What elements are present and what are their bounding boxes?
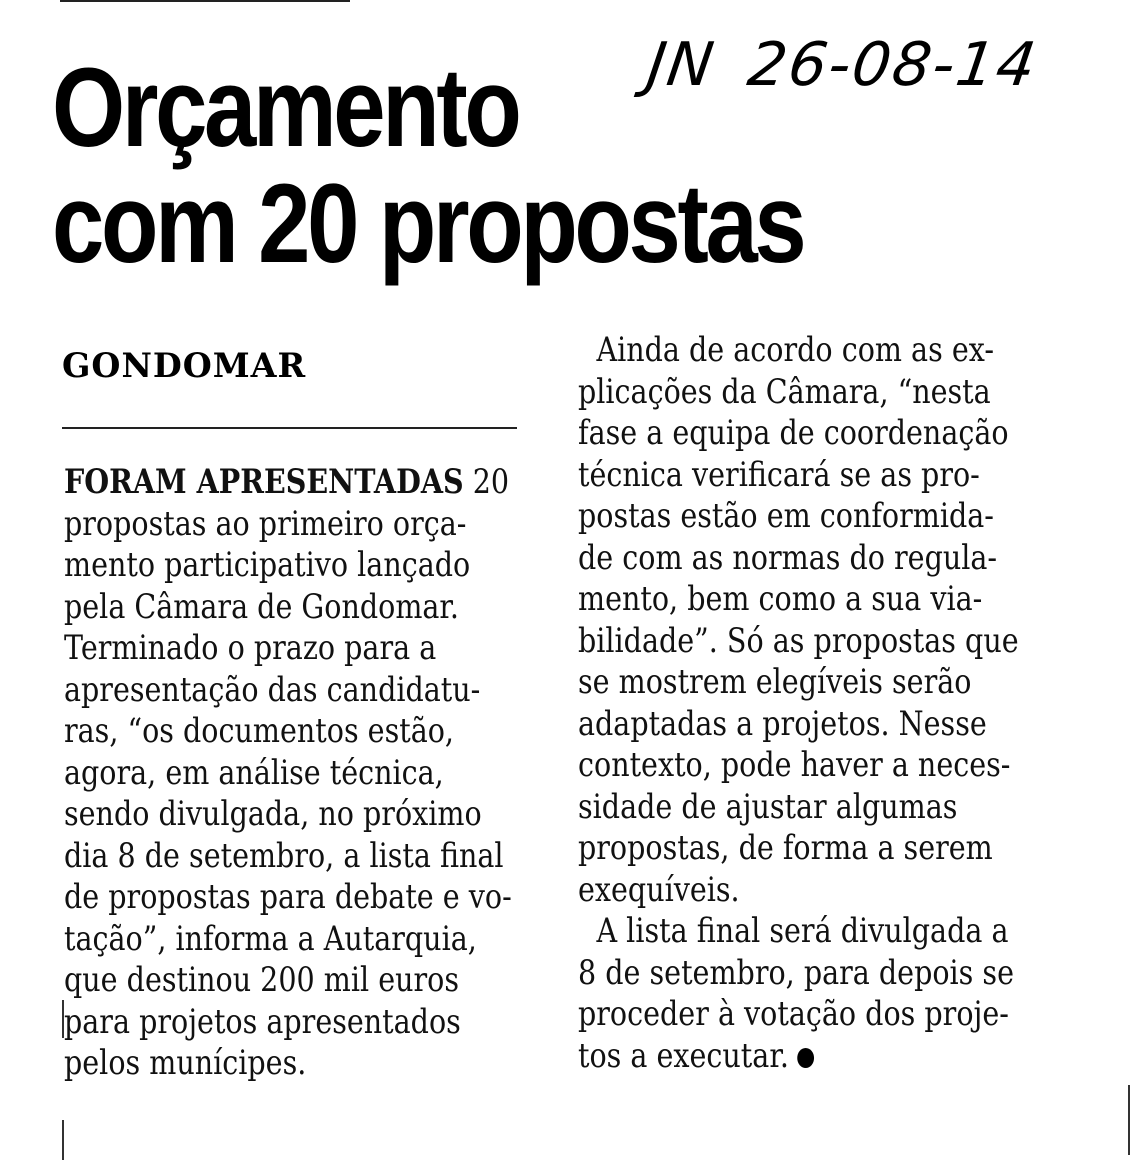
article-line: que destinou 200 mil euros — [64, 960, 459, 1000]
article-line: postas estão em conformida- — [578, 496, 994, 536]
article-line: exequíveis. — [578, 869, 740, 910]
article-line: fase a equipa de coordenação — [578, 413, 1009, 453]
article-line: agora, em análise técnica, — [64, 752, 444, 793]
end-of-article-bullet-icon — [797, 1048, 814, 1068]
article-line: pela Câmara de Gondomar. — [64, 586, 460, 627]
handwritten-source: JN — [643, 30, 720, 100]
section-divider — [62, 427, 517, 429]
article-line: adaptadas a projetos. Nesse — [578, 703, 987, 744]
article-line: sendo divulgada, no próximo — [64, 794, 482, 834]
headline-line-2: com 20 propostas — [52, 161, 804, 286]
article-line: tação”, informa a Autarquia, — [64, 918, 477, 959]
section-tag: GONDOMAR — [62, 346, 307, 386]
scan-margin-mark — [1128, 1085, 1130, 1155]
article-line — [578, 1036, 973, 1078]
article-line: técnica verificará se as pro- — [578, 454, 980, 495]
article-line: sidade de ajustar algumas — [578, 786, 958, 827]
handwritten-date: 26-08-14 — [743, 30, 1042, 100]
article-line: 8 de setembro, para depois se — [578, 952, 1014, 993]
article-line: de com as normas do regula- — [578, 537, 998, 578]
scan-margin-mark — [62, 1000, 64, 1038]
top-border-rule — [60, 0, 350, 2]
headline-line-1: Orçamento — [52, 45, 519, 170]
article-line: de propostas para debate e vo- — [64, 877, 512, 917]
article-line: plicações da Câmara, “nesta — [578, 371, 991, 412]
article-line: mento, bem como a sua via- — [578, 579, 983, 619]
article-line: Terminado o prazo para a — [64, 628, 437, 668]
article-line: propostas ao primeiro orça- — [64, 503, 467, 544]
handwritten-annotation — [643, 30, 1076, 100]
article-line: Ainda de acordo com as ex- — [596, 330, 994, 370]
article-line: para projetos apresentados — [64, 1001, 461, 1042]
article-line: se mostrem elegíveis serão — [578, 662, 972, 702]
article-line: ras, “os documentos estão, — [64, 711, 455, 751]
article-line: dia 8 de setembro, a lista final — [64, 835, 504, 876]
article-line: pelos munícipes. — [64, 1043, 307, 1083]
closing-text: tos a executar. — [578, 1035, 789, 1076]
article-line: A lista final será divulgada a — [596, 911, 1009, 951]
article-line: propostas, de forma a serem — [578, 828, 993, 868]
article-right-column — [578, 330, 1048, 1077]
article-line: proceder à votação dos proje- — [578, 994, 1009, 1034]
article-left-column — [64, 462, 534, 1085]
article-line: apresentação das candidatu- — [64, 669, 481, 710]
article-line: mento participativo lançado — [64, 545, 471, 585]
article-line: bilidade”. Só as propostas que — [578, 620, 1019, 661]
article-line: contexto, pode haver a neces- — [578, 745, 1011, 785]
scan-margin-mark — [62, 1120, 64, 1160]
lead-continuation: 20 — [463, 462, 510, 502]
lead-in: FORAM APRESENTADAS — [64, 462, 464, 502]
article-line — [64, 462, 510, 504]
